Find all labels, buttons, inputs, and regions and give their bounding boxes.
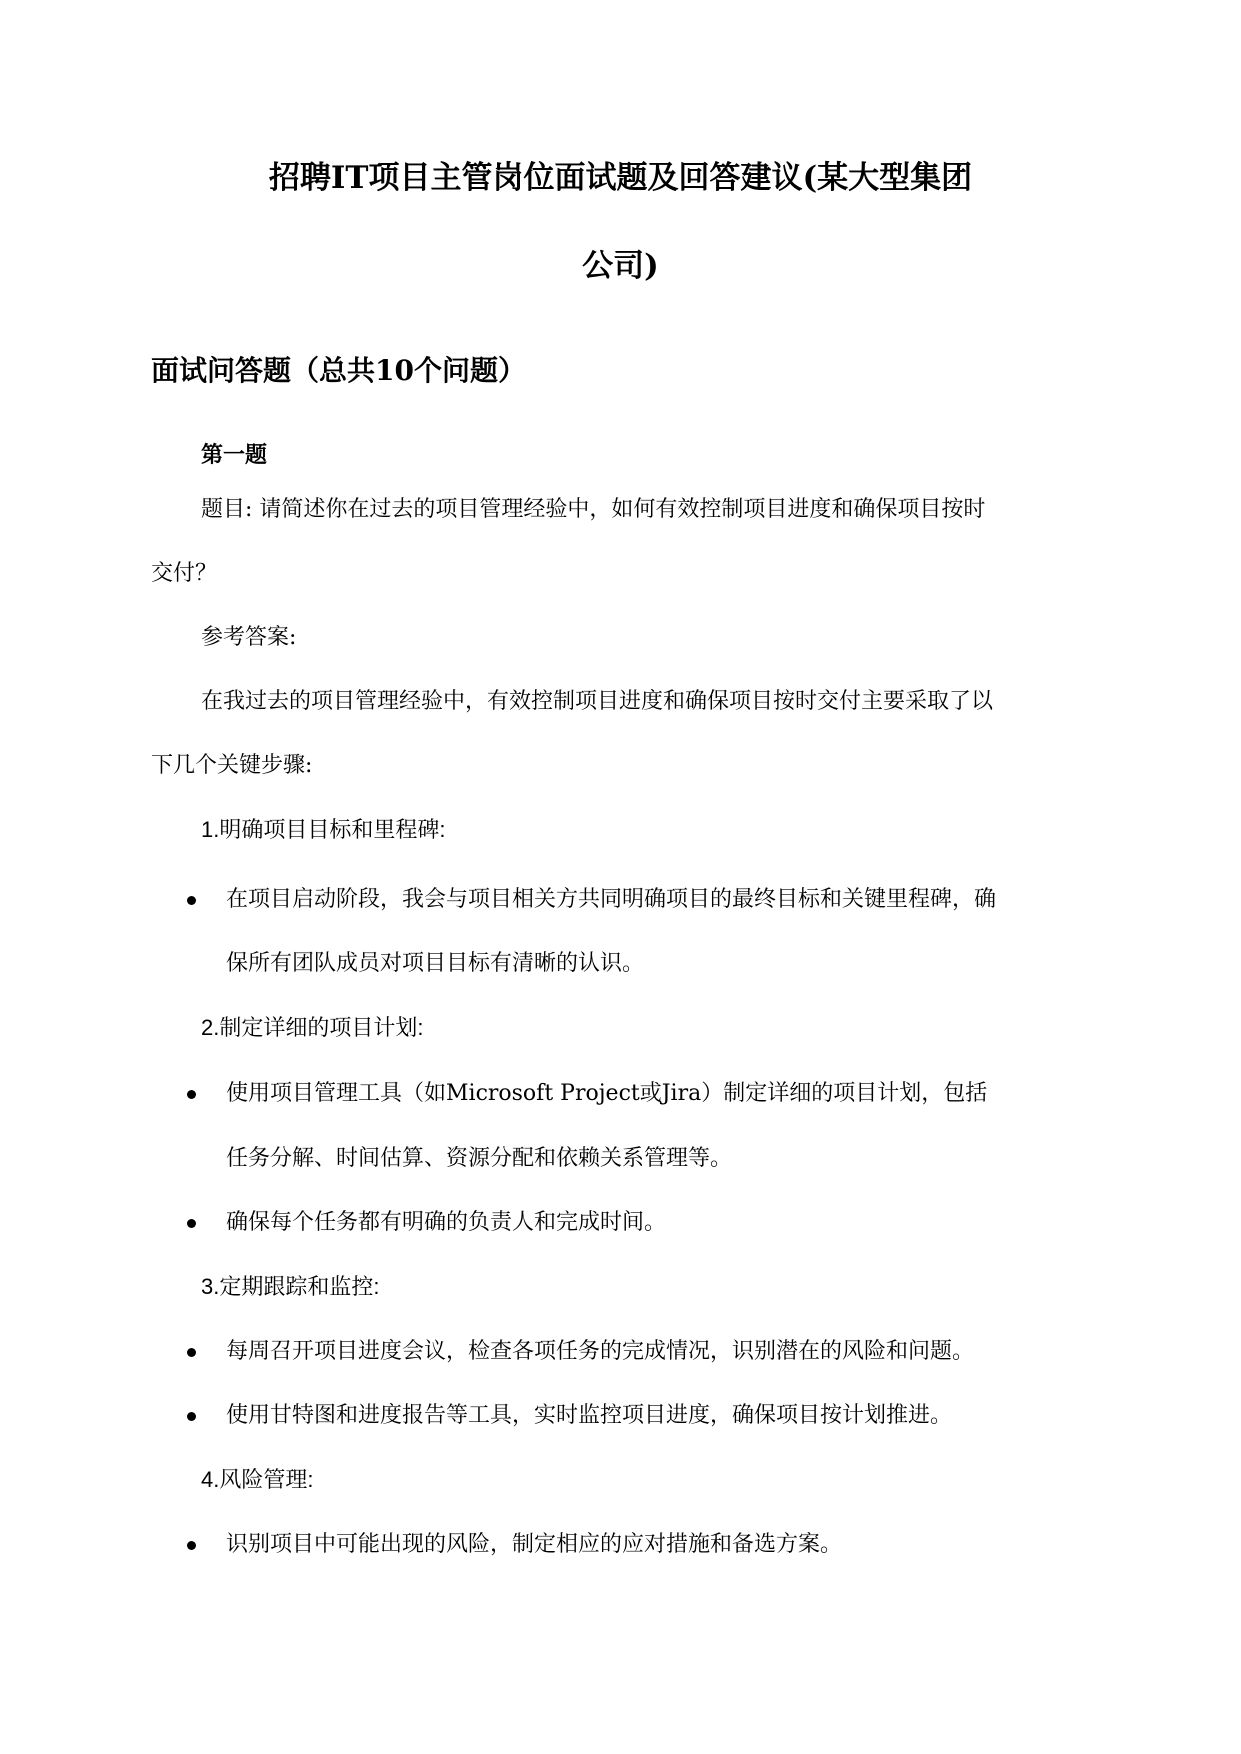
bullet-icon — [187, 1219, 196, 1228]
bullet-text-line-1: 识别项目中可能出现的风险，制定相应的应对措施和备选方案。 — [226, 1532, 843, 1557]
answer-label: 参考答案: — [201, 625, 297, 650]
bullet-icon — [187, 1541, 196, 1550]
answer-intro-line-2: 下几个关键步骤: — [151, 753, 313, 778]
bullet-icon — [187, 1090, 196, 1099]
bullet-text-line-1: 使用甘特图和进度报告等工具，实时监控项目进度，确保项目按计划推进。 — [226, 1403, 953, 1428]
question-text-line-2: 交付？ — [151, 561, 218, 586]
question-text-line-1: 题目: 请简述你在过去的项目管理经验中，如何有效控制项目进度和确保项目按时 — [201, 497, 986, 522]
step-title: 4.风险管理: — [201, 1467, 314, 1492]
answer-intro-line-1: 在我过去的项目管理经验中，有效控制项目进度和确保项目按时交付主要采取了以 — [201, 689, 994, 714]
bullet-text-line-1: 确保每个任务都有明确的负责人和完成时间。 — [226, 1210, 667, 1235]
bullet-text-line-1: 每周召开项目进度会议，检查各项任务的完成情况，识别潜在的风险和问题。 — [226, 1339, 975, 1364]
step-title: 1.明确项目目标和里程碑: — [201, 817, 446, 842]
section-heading: 面试问答题（总共10个问题） — [151, 354, 526, 387]
bullet-icon — [187, 1412, 196, 1421]
bullet-text-line-1: 使用项目管理工具（如Microsoft Project或Jira）制定详细的项目计划，包括 — [226, 1081, 988, 1106]
step-title: 2.制定详细的项目计划: — [201, 1015, 424, 1040]
bullet-text-line-2: 保所有团队成员对项目目标有清晰的认识。 — [226, 951, 645, 976]
bullet-text-line-2: 任务分解、时间估算、资源分配和依赖关系管理等。 — [226, 1146, 733, 1171]
question-heading: 第一题 — [201, 442, 268, 468]
bullet-text-line-1: 在项目启动阶段，我会与项目相关方共同明确项目的最终目标和关键里程碑，确 — [226, 887, 997, 912]
document-title-line-1: 招聘IT项目主管岗位面试题及回答建议(某大型集团 — [268, 160, 973, 196]
document-title-line-2: 公司) — [582, 248, 659, 284]
bullet-icon — [187, 896, 196, 905]
step-title: 3.定期跟踪和监控: — [201, 1274, 380, 1299]
bullet-icon — [187, 1348, 196, 1357]
